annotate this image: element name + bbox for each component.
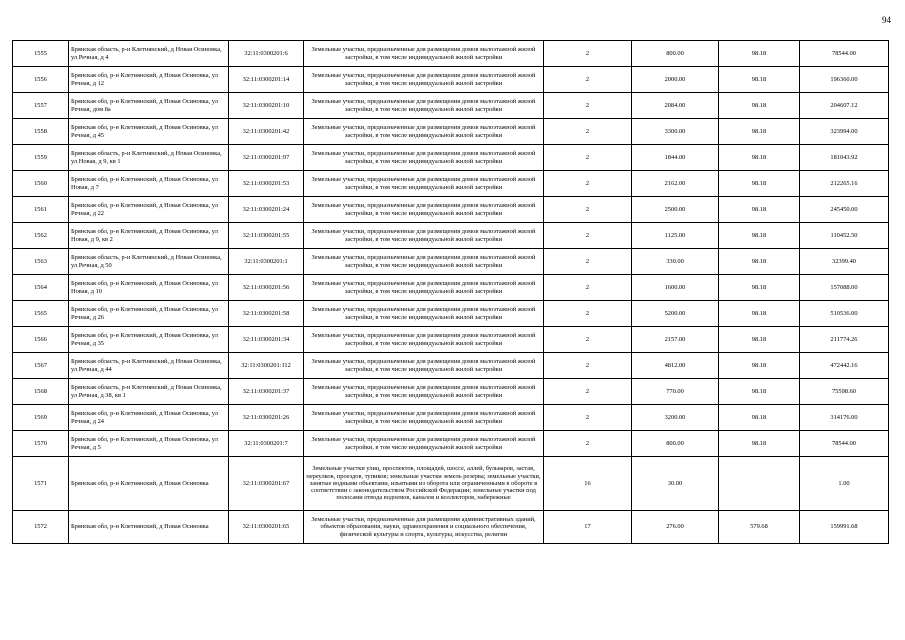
area-cell: 800.00	[632, 431, 719, 457]
row-number-cell: 1570	[13, 431, 69, 457]
row-number-cell: 1571	[13, 457, 69, 511]
specific-value-cell: 98.18	[719, 197, 800, 223]
specific-value-cell: 98.18	[719, 327, 800, 353]
land-use-cell: Земельные участки, предназначенные для размещения домов малоэтажной жилой застройки, в том числе индивидуальной жилой застройки	[304, 431, 544, 457]
table-row	[13, 119, 889, 145]
address-cell: Брянская обл, р-н Клетнянский, д Новая Осиновка, ул Новая, д 9, кв 2	[69, 223, 229, 249]
area-cell: 330.00	[632, 249, 719, 275]
row-number-cell: 1565	[13, 301, 69, 327]
land-use-cell: Земельные участки, предназначенные для размещения домов малоэтажной жилой застройки, в том числе индивидуальной жилой застройки	[304, 353, 544, 379]
specific-value-cell: 98.18	[719, 301, 800, 327]
cadastral-value-cell: 1.00	[800, 457, 889, 511]
table-row	[13, 457, 889, 511]
area-cell: 3300.00	[632, 119, 719, 145]
specific-value-cell: 98.18	[719, 249, 800, 275]
group-code-cell: 2	[544, 197, 632, 223]
cadastral-value-cell: 110452.50	[800, 223, 889, 249]
row-number-cell: 1562	[13, 223, 69, 249]
cadastral-number-cell: 32:11:0300201:55	[229, 223, 304, 249]
land-use-cell: Земельные участки, предназначенные для размещения домов малоэтажной жилой застройки, в том числе индивидуальной жилой застройки	[304, 119, 544, 145]
group-code-cell: 2	[544, 145, 632, 171]
cadastral-value-cell: 472442.16	[800, 353, 889, 379]
cadastral-number-cell: 32:11:0300201:10	[229, 93, 304, 119]
group-code-cell: 2	[544, 379, 632, 405]
row-number-cell: 1566	[13, 327, 69, 353]
specific-value-cell: 98.18	[719, 67, 800, 93]
specific-value-cell: 98.18	[719, 171, 800, 197]
group-code-cell: 2	[544, 431, 632, 457]
area-cell: 2000.00	[632, 67, 719, 93]
address-cell: Брянская область, р-н Клетнянский, д Новая Осиновка, ул Речная, д 44	[69, 353, 229, 379]
group-code-cell: 2	[544, 41, 632, 67]
address-cell: Брянская обл, р-н Клетнянский, д Новая Осиновка, ул Речная, д 45	[69, 119, 229, 145]
group-code-cell: 2	[544, 249, 632, 275]
land-use-cell: Земельные участки, предназначенные для размещения домов малоэтажной жилой застройки, в том числе индивидуальной жилой застройки	[304, 301, 544, 327]
row-number-cell: 1556	[13, 67, 69, 93]
table-row	[13, 431, 889, 457]
row-number-cell: 1568	[13, 379, 69, 405]
specific-value-cell: 98.18	[719, 431, 800, 457]
land-use-cell: Земельные участки, предназначенные для размещения домов малоэтажной жилой застройки, в том числе индивидуальной жилой застройки	[304, 327, 544, 353]
area-cell: 1125.00	[632, 223, 719, 249]
address-cell: Брянская область, р-н Клетнянский, д Новая Осиновка, ул Новая, д 9, кв 1	[69, 145, 229, 171]
specific-value-cell: 579.68	[719, 511, 800, 544]
cadastral-number-cell: 32:11:0300201:24	[229, 197, 304, 223]
group-code-cell: 2	[544, 171, 632, 197]
table-row	[13, 327, 889, 353]
area-cell: 2157.00	[632, 327, 719, 353]
table-row	[13, 93, 889, 119]
page-number: 94	[882, 15, 891, 25]
area-cell: 770.00	[632, 379, 719, 405]
area-cell: 2084.00	[632, 93, 719, 119]
land-use-cell: Земельные участки, предназначенные для размещения административных зданий, объектов образования, науки, здравоохранения и социального обеспечения, физической культуры и спорта, культуры, искусства, религии	[304, 511, 544, 544]
address-cell: Брянская обл, р-н Клетнянский, д Новая Осиновка, ул Речная, д 24	[69, 405, 229, 431]
specific-value-cell: 98.18	[719, 353, 800, 379]
cadastral-value-cell: 510536.00	[800, 301, 889, 327]
land-use-cell: Земельные участки, предназначенные для размещения домов малоэтажной жилой застройки, в том числе индивидуальной жилой застройки	[304, 41, 544, 67]
group-code-cell: 2	[544, 275, 632, 301]
row-number-cell: 1559	[13, 145, 69, 171]
area-cell: 276.00	[632, 511, 719, 544]
address-cell: Брянская обл, р-н Клетнянский, д Новая Осиновка, ул Речная, дом 8а	[69, 93, 229, 119]
specific-value-cell: 98.18	[719, 379, 800, 405]
specific-value-cell: 98.18	[719, 145, 800, 171]
address-cell: Брянская обл, р-н Клетнянский, д Новая Осиновка, ул Речная, д 5	[69, 431, 229, 457]
row-number-cell: 1560	[13, 171, 69, 197]
specific-value-cell: 98.18	[719, 223, 800, 249]
table-row	[13, 511, 889, 544]
cadastral-value-cell: 323994.00	[800, 119, 889, 145]
area-cell: 3200.00	[632, 405, 719, 431]
group-code-cell: 2	[544, 353, 632, 379]
row-number-cell: 1557	[13, 93, 69, 119]
specific-value-cell: 98.18	[719, 41, 800, 67]
address-cell: Брянская обл, р-н Клетнянский, д Новая Осиновка, ул Новая, д 10	[69, 275, 229, 301]
group-code-cell: 2	[544, 93, 632, 119]
group-code-cell: 2	[544, 223, 632, 249]
land-use-cell: Земельные участки, предназначенные для размещения домов малоэтажной жилой застройки, в том числе индивидуальной жилой застройки	[304, 93, 544, 119]
row-number-cell: 1564	[13, 275, 69, 301]
table-row	[13, 275, 889, 301]
cadastral-number-cell: 32:11:0300201:97	[229, 145, 304, 171]
group-code-cell: 2	[544, 67, 632, 93]
cadastral-value-cell: 157088.00	[800, 275, 889, 301]
row-number-cell: 1567	[13, 353, 69, 379]
cadastral-number-cell: 32:11:0300201:14	[229, 67, 304, 93]
area-cell: 4812.00	[632, 353, 719, 379]
cadastral-value-table	[12, 40, 889, 544]
table-row	[13, 41, 889, 67]
table-row	[13, 197, 889, 223]
cadastral-value-cell: 78544.00	[800, 41, 889, 67]
cadastral-value-cell: 159991.68	[800, 511, 889, 544]
table-body	[13, 41, 889, 544]
area-cell: 5200.00	[632, 301, 719, 327]
table-row	[13, 249, 889, 275]
address-cell: Брянская обл, р-н Клетнянский, д Новая Осиновка	[69, 457, 229, 511]
group-code-cell: 2	[544, 327, 632, 353]
address-cell: Брянская обл, р-н Клетнянский, д Новая Осиновка, ул Речная, д 26	[69, 301, 229, 327]
land-use-cell: Земельные участки, предназначенные для размещения домов малоэтажной жилой застройки, в том числе индивидуальной жилой застройки	[304, 249, 544, 275]
address-cell: Брянская обл, р-н Клетнянский, д Новая Осиновка, ул Речная, д 12	[69, 67, 229, 93]
cadastral-value-cell: 32399.40	[800, 249, 889, 275]
address-cell: Брянская область, р-н Клетнянский, д Новая Осиновка, ул Речная, д 38, кв 1	[69, 379, 229, 405]
area-cell: 2500.00	[632, 197, 719, 223]
address-cell: Брянская область, р-н Клетнянский, д Новая Осиновка, ул Речная, д 4	[69, 41, 229, 67]
land-use-cell: Земельные участки, предназначенные для размещения домов малоэтажной жилой застройки, в том числе индивидуальной жилой застройки	[304, 405, 544, 431]
table-row	[13, 171, 889, 197]
table-row	[13, 67, 889, 93]
address-cell: Брянская обл, р-н Клетнянский, д Новая Осиновка, ул Новая, д 7	[69, 171, 229, 197]
area-cell: 800.00	[632, 41, 719, 67]
cadastral-number-cell: 32:11:0300201:112	[229, 353, 304, 379]
cadastral-number-cell: 32:11:0300201:42	[229, 119, 304, 145]
row-number-cell: 1558	[13, 119, 69, 145]
cadastral-value-cell: 245450.00	[800, 197, 889, 223]
table-row	[13, 145, 889, 171]
row-number-cell: 1561	[13, 197, 69, 223]
cadastral-number-cell: 32:11:0300201:7	[229, 431, 304, 457]
cadastral-value-cell: 196360.00	[800, 67, 889, 93]
specific-value-cell: 98.18	[719, 275, 800, 301]
specific-value-cell: 98.18	[719, 93, 800, 119]
specific-value-cell: 98.18	[719, 405, 800, 431]
area-cell: 30.00	[632, 457, 719, 511]
cadastral-number-cell: 32:11:0300201:58	[229, 301, 304, 327]
land-use-cell: Земельные участки, предназначенные для размещения домов малоэтажной жилой застройки, в том числе индивидуальной жилой застройки	[304, 67, 544, 93]
land-use-cell: Земельные участки, предназначенные для размещения домов малоэтажной жилой застройки, в том числе индивидуальной жилой застройки	[304, 223, 544, 249]
cadastral-number-cell: 32:11:0300201:37	[229, 379, 304, 405]
cadastral-value-cell: 211774.26	[800, 327, 889, 353]
cadastral-value-cell: 314176.00	[800, 405, 889, 431]
area-cell: 1844.00	[632, 145, 719, 171]
address-cell: Брянская обл, р-н Клетнянский, д Новая Осиновка, ул Речная, д 35	[69, 327, 229, 353]
specific-value-cell	[719, 457, 800, 511]
cadastral-value-cell: 181043.92	[800, 145, 889, 171]
group-code-cell: 16	[544, 457, 632, 511]
table-row	[13, 405, 889, 431]
cadastral-number-cell: 32:11:0300201:56	[229, 275, 304, 301]
cadastral-value-cell: 212265.16	[800, 171, 889, 197]
group-code-cell: 17	[544, 511, 632, 544]
cadastral-number-cell: 32:11:0300201:34	[229, 327, 304, 353]
address-cell: Брянская область, р-н Клетнянский, д Новая Осиновка, ул Речная, д 50	[69, 249, 229, 275]
cadastral-number-cell: 32:11:0300201:53	[229, 171, 304, 197]
land-use-cell: Земельные участки, предназначенные для размещения домов малоэтажной жилой застройки, в том числе индивидуальной жилой застройки	[304, 197, 544, 223]
row-number-cell: 1572	[13, 511, 69, 544]
row-number-cell: 1563	[13, 249, 69, 275]
table-row	[13, 379, 889, 405]
cadastral-value-cell: 78544.00	[800, 431, 889, 457]
address-cell: Брянская обл, р-н Клетнянский, д Новая Осиновка	[69, 511, 229, 544]
group-code-cell: 2	[544, 301, 632, 327]
cadastral-number-cell: 32:11:0300201:6	[229, 41, 304, 67]
table-row	[13, 301, 889, 327]
area-cell: 2162.00	[632, 171, 719, 197]
land-use-cell: Земельные участки, предназначенные для размещения домов малоэтажной жилой застройки, в том числе индивидуальной жилой застройки	[304, 275, 544, 301]
cadastral-number-cell: 32:11:0300201:26	[229, 405, 304, 431]
area-cell: 1600.00	[632, 275, 719, 301]
table-row	[13, 353, 889, 379]
cadastral-number-cell: 32:11:0300201:65	[229, 511, 304, 544]
group-code-cell: 2	[544, 119, 632, 145]
cadastral-number-cell: 32:11:0300201:67	[229, 457, 304, 511]
land-use-cell: Земельные участки, предназначенные для размещения домов малоэтажной жилой застройки, в том числе индивидуальной жилой застройки	[304, 145, 544, 171]
table-row	[13, 223, 889, 249]
cadastral-number-cell: 32:11:0300201:1	[229, 249, 304, 275]
row-number-cell: 1569	[13, 405, 69, 431]
cadastral-value-cell: 75598.60	[800, 379, 889, 405]
group-code-cell: 2	[544, 405, 632, 431]
land-use-cell: Земельные участки, предназначенные для размещения домов малоэтажной жилой застройки, в том числе индивидуальной жилой застройки	[304, 379, 544, 405]
specific-value-cell: 98.18	[719, 119, 800, 145]
land-use-cell: Земельные участки улиц, проспектов, площадей, шоссе, аллей, бульваров, застав, переулков, проездов, тупиков; земельные участки земель резерва; земельные участки, занятые водными объектами, изъятыми из оборота или ограниченными в обороте в соответствии с законодательством Российской Федерации; земельные участки под полосами отвода водоемов, каналов и коллекторов, набережные	[304, 457, 544, 511]
address-cell: Брянская обл, р-н Клетнянский, д Новая Осиновка, ул Речная, д 22	[69, 197, 229, 223]
row-number-cell: 1555	[13, 41, 69, 67]
cadastral-value-cell: 204607.12	[800, 93, 889, 119]
land-use-cell: Земельные участки, предназначенные для размещения домов малоэтажной жилой застройки, в том числе индивидуальной жилой застройки	[304, 171, 544, 197]
